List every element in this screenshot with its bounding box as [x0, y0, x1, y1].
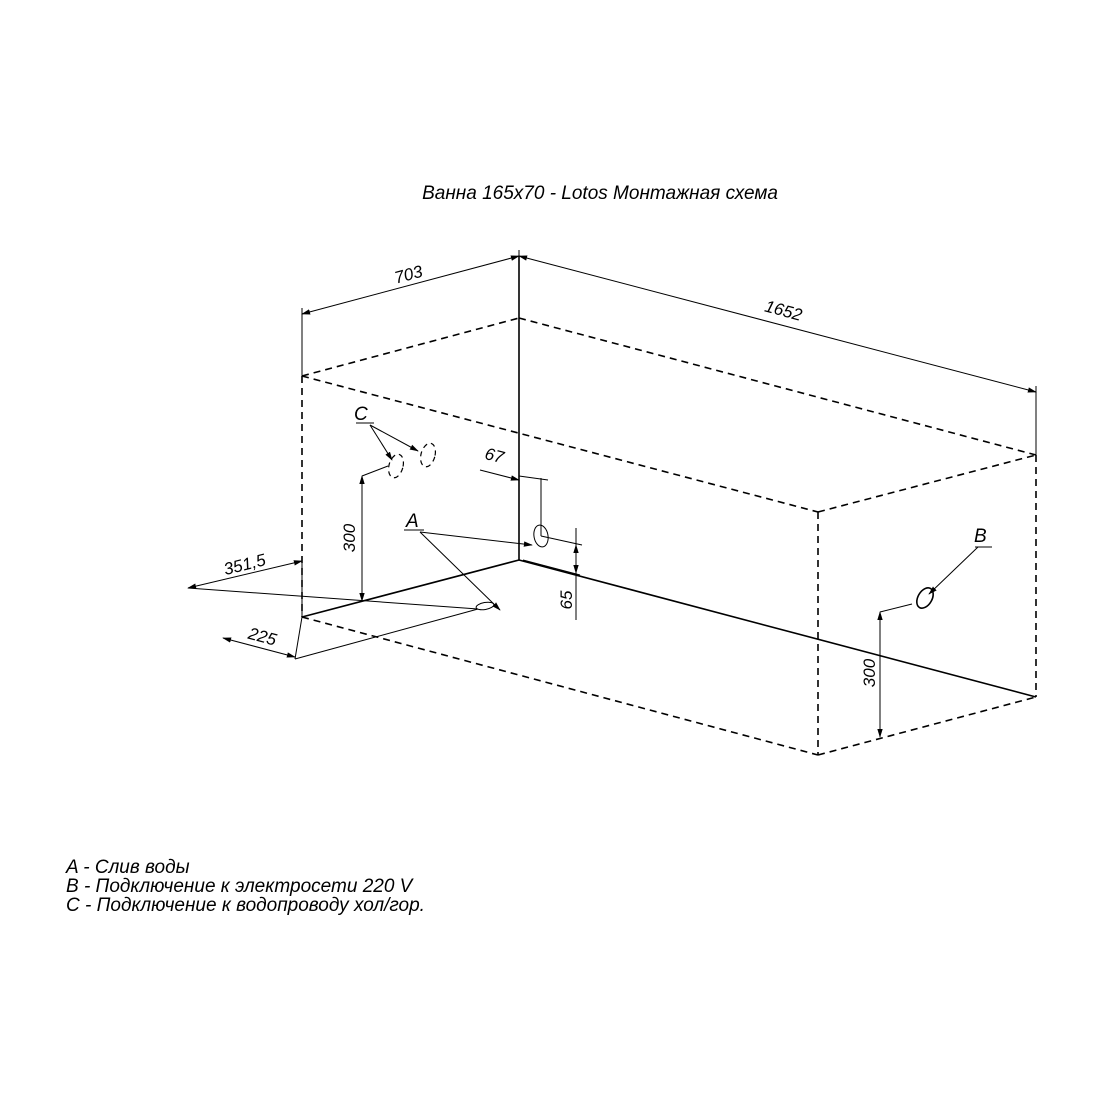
legend: [66, 858, 425, 915]
power-outlet: [913, 585, 936, 611]
box-bottom-right-edge: [818, 697, 1036, 755]
dimension-drain-depth: [223, 609, 478, 659]
cold-water-inlet: [386, 453, 406, 480]
label-c: C: [354, 404, 368, 425]
dimension-inlet-height: [340, 466, 388, 601]
dimension-width: [302, 250, 519, 376]
legend-item-a: A - Слив воды: [66, 857, 190, 878]
water-inlets: [354, 404, 438, 479]
dimension-drain-offset: [188, 550, 478, 617]
box-top-right-edge: [818, 455, 1036, 512]
bathtub-box: [302, 256, 1036, 755]
dimension-inlet-height-label: 300: [340, 523, 359, 553]
box-top-left-edge: [302, 318, 519, 376]
legend-item-c: C - Подключение к водопроводу хол/гор.: [66, 895, 425, 916]
legend-item-b: B - Подключение к электросети 220 V: [66, 876, 413, 897]
power-connection: [913, 526, 992, 611]
dimension-power-height-label: 300: [860, 658, 879, 688]
label-b: B: [974, 526, 987, 547]
diagram-title: Ванна 165x70 - Lotos Монтажная схема: [422, 183, 778, 204]
hot-water-inlet: [418, 442, 438, 469]
box-bottom-front-edge: [302, 617, 818, 755]
box-top-back-edge: [519, 318, 1036, 455]
dimension-length: [519, 256, 1036, 455]
dimension-power-height: [860, 604, 912, 737]
dimension-wall-offset: [480, 444, 548, 536]
box-floor-left-edge: [302, 560, 519, 617]
dimension-drain-depth-label: 225: [246, 623, 279, 650]
dimension-width-label: 703: [392, 261, 425, 288]
dimension-drain-offset-label: 351,5: [221, 550, 268, 580]
dimension-wall-offset-label: 67: [482, 444, 506, 468]
box-floor-back-edge: [519, 560, 1036, 697]
dimension-wall-height-label: 65: [557, 590, 576, 610]
box-top-front-edge: [302, 376, 818, 512]
label-a: A: [406, 511, 419, 532]
dimension-length-label: 1652: [762, 296, 805, 325]
